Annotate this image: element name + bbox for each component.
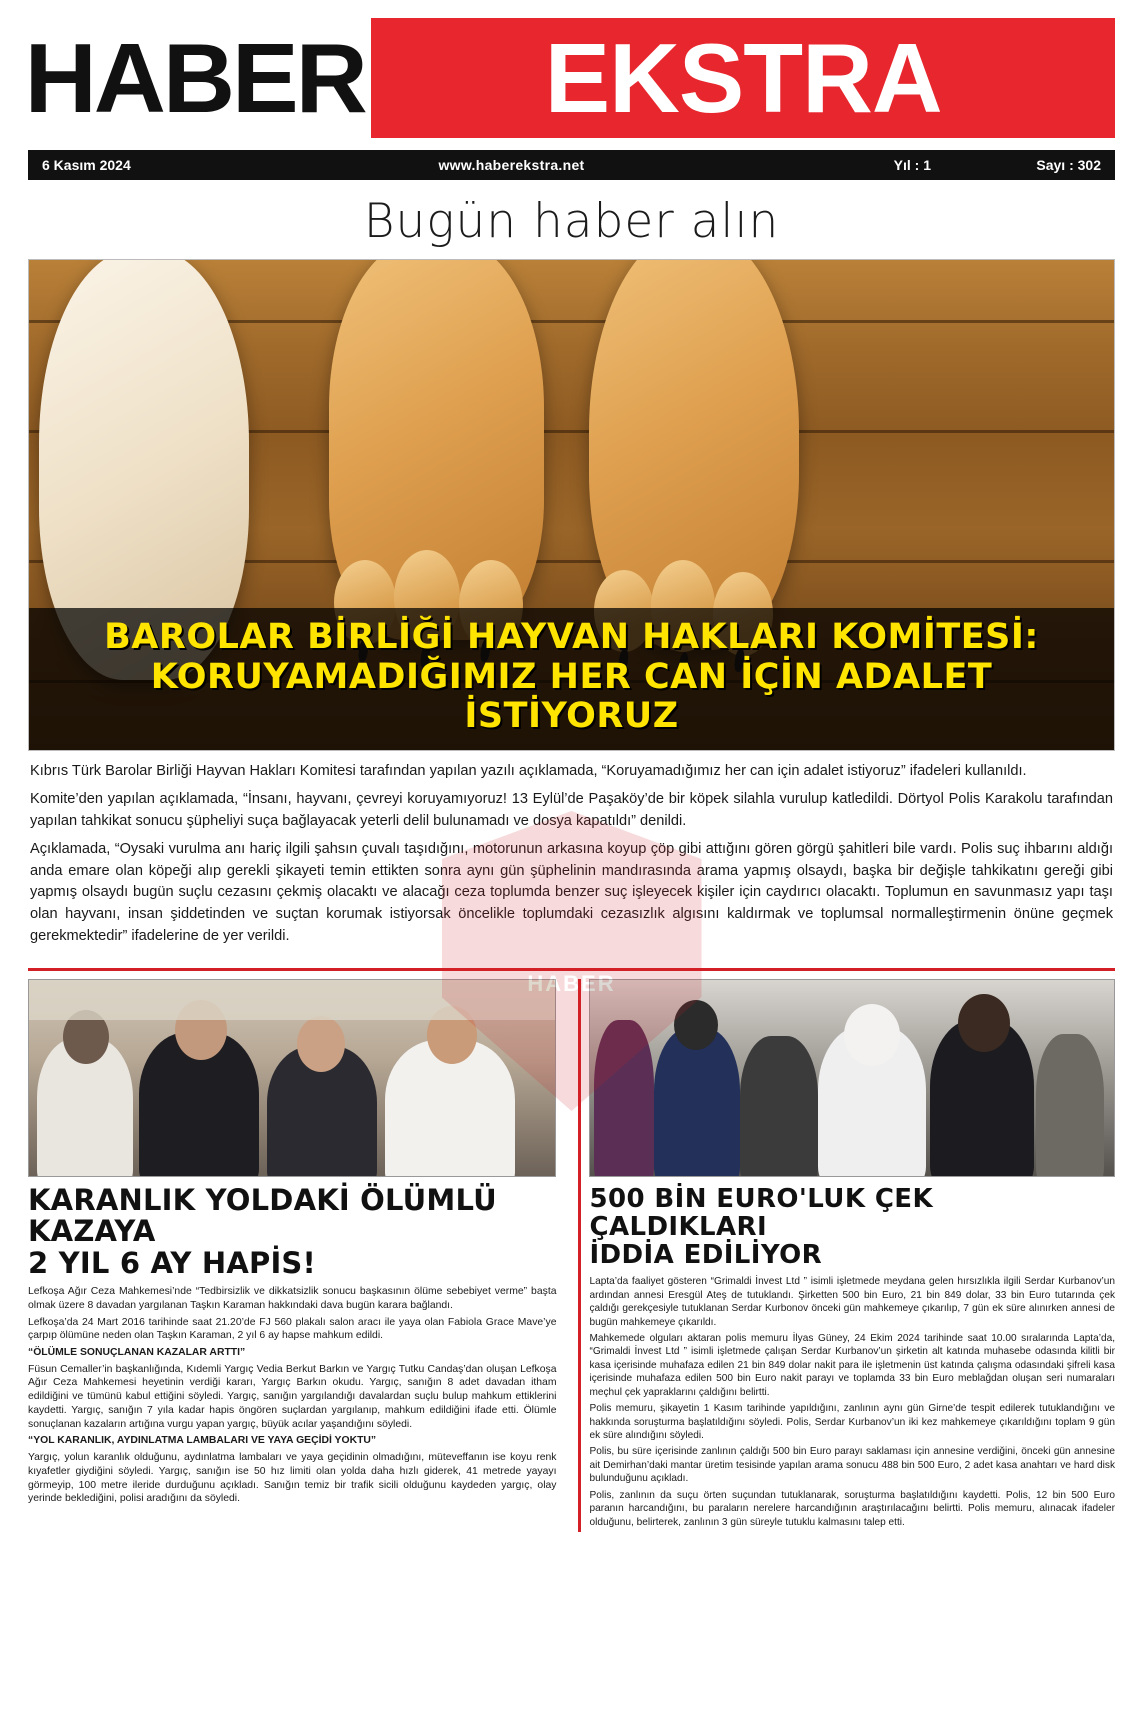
lead-headline-line2: KORUYAMADIĞIMIZ HER CAN İÇİN ADALET İSTİYORUZ [150, 656, 993, 736]
article-right-paragraph: Polis memuru, şikayetin 1 Kasım tarihinde yapıldığını, zanlının aynı gün Girne’de tespit edilerek tutuklandığını ve hakkında soruşturma başlatıldığını söyledi. Polis, Serdar Kurbanov’un iki kez mahkemeye çıkarıldığını toplam 9 gün ek süre alındığını söyledi. [589, 1403, 1115, 1441]
lead-photo [28, 259, 1115, 751]
lead-paragraph: Açıklamada, “Oysaki vurulma anı hariç ilgili şahsın çuvalı taşıdığını, motorunun arkasına koyup çöp gibi attığını gören görgü şahitleri bile vardı. Polis suç ihbarını aldığı anda emare olan köpeği alıp gerekli şikayeti temin ettikten sonra aynı gün şüphelinin mandırasında arama yapmış olsaydı, başka bir değişle tahkikatını gereği gibi yapmış olsaydı bugün suçlu cezasını çekmiş olacaktı ve alacağı ceza toplumda benzer suç işleyecek kişiler için caydırıcı olacaktı. Toplumun en savunmasız yapı taşı olan hayvanı, insan şiddetinden ve suçtan korumak istiyorsak öncelikle toplumdaki cezasızlık algısını kaldırmak ve toplumsal normalleştirmenin önüne geçmek gerekmektedir” ifadelerine de yer verildi. [30, 840, 1113, 945]
article-left-photo [28, 979, 556, 1177]
masthead-word-haber: HABER [24, 23, 365, 133]
article-left-paragraph: Lefkoşa Ağır Ceza Mahkemesi’nde “Tedbirsizlik ve dikkatsizlik sonucu başkasının ölüme sebebiyet verme” başta olmak üzere 8 davadan yargılanan Taşkın Karaman hakkındaki dava bugün karara bağlandı. [28, 1286, 557, 1311]
article-right-photo [589, 979, 1115, 1177]
publication-year: Yıl : 1 [893, 157, 931, 173]
issue-number: Sayı : 302 [1036, 157, 1101, 173]
article-right-paragraph: Mahkemede olguları aktaran polis memuru İlyas Güney, 24 Ekim 2024 tarihinde saat 10.00 sıralarında Lapta’da, “Grimaldi İnvest Ltd ” isimli işletmede çalışan Serdar Kurbanov’un şirketin alt katında muhasebe odasında kilitli bir kasa içerisinde muhafaza edilen 21 bin 849 dolar nakit para ile işletmenin üst katında çalışma odasındaki şifreli kasa içerisinde muhafaza edilen 500 bin Euro nakit parayı ve toplamda 33 bin Euro meblağdan oluşan seri numaraları meçhul çek yapraklarını çaldığını belirtti. [589, 1333, 1115, 1398]
lead-article-body [28, 751, 1115, 996]
article-right-body [589, 1275, 1115, 1529]
article-right-headline-line2: İDDİA EDİLİYOR [589, 1240, 823, 1271]
slogan: Bugün haber alın [363, 194, 780, 249]
article-left-headline-line1: KARANLIK YOLDAKİ ÖLÜMLÜ KAZAYA [28, 1183, 497, 1249]
article-right-paragraph: Lapta’da faaliyet gösteren “Grimaldi İnvest Ltd ” isimli işletmede meydana gelen hırsızlıkla ilgili Serdar Kurbanov’un ardından annesi Eresgül Ateş de tutuklandı. Şirketten 500 bin Euro, 21 bin 849 dolar, 33 bin Euro tutarında çek çaldığı gerekçesiyle tutuklanan Serdar Kurbonov önceki gün mahkemeye çıkarılıp, 7 gün ek süre alınırken annesi de bugün mahkemeye çıkarıldı. [589, 1276, 1115, 1328]
article-right-paragraph: Polis, zanlının da suçu örten suçundan tutuklanarak, soruşturma başlatıldığını kaydetti. Polis, 12 bin 500 Euro paranın harcandığını, bu paraların nerelere harcandığının araştırılacağını belirtti. Polis memuru, alınacak ifadeler olduğunu, belirterek, zanlının 3 gün süreyle tutuklu kalmasını talep etti. [589, 1489, 1115, 1528]
article-left-paragraph: Lefkoşa’da 24 Mart 2016 tarihinde saat 21.20’de FJ 560 plakalı salon aracı ile yaya olan Fabiola Grace Mave’ye çarpıp ölümüne neden olan Taşkın Karaman, 2 yıl 6 ay hapse mahkum edildi. [28, 1316, 557, 1342]
article-left-subhead: “YOL KARANLIK, AYDINLATMA LAMBALARI VE YAYA GEÇİDİ YOKTU” [28, 1435, 377, 1447]
website-url[interactable]: www.haberekstra.net [438, 157, 585, 173]
masthead-left [24, 18, 365, 138]
article-left-headline [28, 1185, 556, 1279]
lead-headline-line1: BAROLAR BİRLİĞİ HAYVAN HAKLARI KOMİTESİ: [104, 617, 1039, 658]
bottom-articles [28, 968, 1115, 1532]
article-left-paragraph: Füsun Cemaller’in başkanlığında, Kıdemli Yargıç Vedia Berkut Barkın ve Yargıç Tutku Candaş’dan oluşan Lefkoşa Ağır Ceza Mahkemesi heyetinin verdiği kararı, Yargıç Barkın okudu. Yargıç, sanığın 8 adet davadan itham edildiğini ve tümünü kabul ettiğini söyledi. Yargıç, sanığın yargılandığı davalardan suçlu bulup mahkum ettiklerini kaydetti. Yargıç, sanığın 7 yıla kadar hapis öngören suçlardan yargılanıp, mahkum edildiğini ifade etti. Ölümle sonuçlanan kazaların artığına vurgu yapan yargıç, büyük acılar yaşandığını söyledi. [28, 1363, 557, 1430]
article-right-headline-line1: 500 BİN EURO'LUK ÇEK ÇALDIKLARI [589, 1184, 934, 1243]
lead-headline [29, 608, 1114, 750]
article-left-headline-line2: 2 YIL 6 AY HAPİS! [28, 1245, 316, 1280]
article-left [28, 979, 564, 1532]
info-bar [28, 150, 1115, 180]
lead-paragraph: Komite’den yapılan açıklamada, “İnsanı, hayvanı, çevreyi koruyamıyoruz! 13 Eylül’de Paşaköy’de bir köpek silahla vurulup katledildi. Dörtyol Polis Karakolu tarafından yapılan tahkikat sonucu şüpheliyi suça bağlayacak yeterli delil bulunamadı ve dosya kapatıldı” denildi. [30, 790, 1113, 829]
newspaper-page [0, 18, 1143, 1718]
watermark-text: HABER [527, 971, 616, 996]
article-right [578, 979, 1115, 1532]
article-left-paragraph: Yargıç, yolun karanlık olduğunu, aydınlatma lambaları ve yaya geçidinin olmadığını, müteveffanın ise koyu renk kıyafetler giydiğini söyledi. Yargıç, sanığın ise 50 hız limiti olan yolda daha hızlı giderek, 41 metrede yayayı görmeyip, 100 metre ileride durduğunu açıkladı. Sanığın temiz bir trafik sicili olduğunu kaydeden yargıç, olay yerinde beklediğini, polisi aradığını da söyledi. [28, 1452, 557, 1505]
article-right-paragraph: Polis, bu süre içerisinde zanlının çaldığı 500 bin Euro parayı saklaması için annesine verdiğini, önceki gün annesine ait Demirhan’daki mantar üretim tesisinde yapılan arama sonucu 488 bin 500 Euro, 2 adet kasa anahtarı ve hard disk bulunduğunu açıkladı. [589, 1446, 1115, 1485]
masthead-word-ekstra: EKSTRA [544, 23, 942, 133]
masthead-right [371, 18, 1115, 138]
lead-paragraph: Kıbrıs Türk Barolar Birliği Hayvan Hakları Komitesi tarafından yapılan yazılı açıklamada, “Koruyamadığımız her can için adalet istiyoruz” ifadeleri kullanıldı. [30, 763, 1027, 779]
article-left-body [28, 1285, 556, 1506]
article-right-headline [589, 1185, 1115, 1269]
masthead [24, 18, 1115, 138]
article-left-subhead: “ÖLÜMLE SONUÇLANAN KAZALAR ARTTI” [28, 1347, 246, 1358]
publication-date: 6 Kasım 2024 [42, 157, 131, 173]
